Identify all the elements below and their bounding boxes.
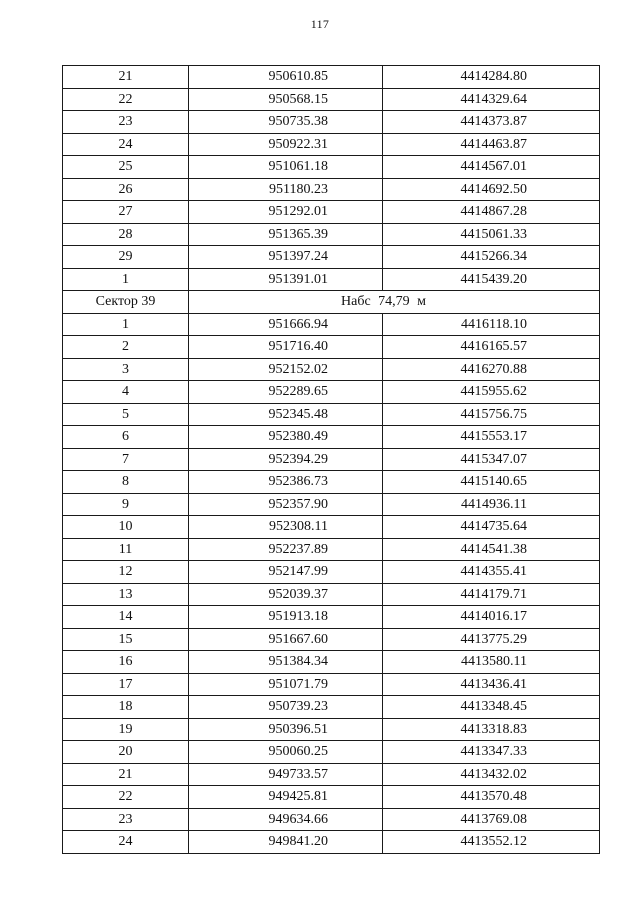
y-coordinate-cell: 4413318.83 [383, 718, 600, 741]
point-number-cell: 4 [63, 381, 189, 404]
table-row [63, 763, 600, 786]
table-row [63, 268, 600, 291]
x-coordinate-cell: 950922.31 [189, 133, 383, 156]
point-number-cell: 16 [63, 651, 189, 674]
point-number-cell: 6 [63, 426, 189, 449]
page-number: 117 [310, 17, 330, 31]
x-coordinate-cell: 952237.89 [189, 538, 383, 561]
point-number-cell: 18 [63, 696, 189, 719]
table-row [63, 88, 600, 111]
y-coordinate-cell: 4413348.45 [383, 696, 600, 719]
table-row [63, 66, 600, 89]
y-coordinate-cell: 4415140.65 [383, 471, 600, 494]
x-coordinate-cell: 952289.65 [189, 381, 383, 404]
table-row [63, 471, 600, 494]
table-row [63, 201, 600, 224]
table-row [63, 673, 600, 696]
y-coordinate-cell: 4413570.48 [383, 786, 600, 809]
point-number-cell: 8 [63, 471, 189, 494]
y-coordinate-cell: 4414016.17 [383, 606, 600, 629]
x-coordinate-cell: 950396.51 [189, 718, 383, 741]
x-coordinate-cell: 950735.38 [189, 111, 383, 134]
table-row [63, 403, 600, 426]
table-row [63, 696, 600, 719]
x-coordinate-cell: 952345.48 [189, 403, 383, 426]
x-coordinate-cell: 949634.66 [189, 808, 383, 831]
x-coordinate-cell: 951666.94 [189, 313, 383, 336]
y-coordinate-cell: 4415347.07 [383, 448, 600, 471]
table-row [63, 786, 600, 809]
x-coordinate-cell: 949425.81 [189, 786, 383, 809]
y-coordinate-cell: 4414463.87 [383, 133, 600, 156]
x-coordinate-cell: 951913.18 [189, 606, 383, 629]
point-number-cell: 26 [63, 178, 189, 201]
table-row [63, 516, 600, 539]
table-row [63, 831, 600, 854]
x-coordinate-cell: 949733.57 [189, 763, 383, 786]
y-coordinate-cell: 4414284.80 [383, 66, 600, 89]
point-number-cell: 12 [63, 561, 189, 584]
x-coordinate-cell: 950610.85 [189, 66, 383, 89]
x-coordinate-cell: 951391.01 [189, 268, 383, 291]
x-coordinate-cell: 950568.15 [189, 88, 383, 111]
point-number-cell: 3 [63, 358, 189, 381]
table-row [63, 651, 600, 674]
y-coordinate-cell: 4415553.17 [383, 426, 600, 449]
x-coordinate-cell: 951384.34 [189, 651, 383, 674]
x-coordinate-cell: 951397.24 [189, 246, 383, 269]
x-coordinate-cell: 952308.11 [189, 516, 383, 539]
table-row [63, 538, 600, 561]
y-coordinate-cell: 4413552.12 [383, 831, 600, 854]
point-number-cell: 7 [63, 448, 189, 471]
table-row [63, 583, 600, 606]
point-number-cell: 28 [63, 223, 189, 246]
y-coordinate-cell: 4414936.11 [383, 493, 600, 516]
y-coordinate-cell: 4413436.41 [383, 673, 600, 696]
x-coordinate-cell: 951365.39 [189, 223, 383, 246]
x-coordinate-cell: 951071.79 [189, 673, 383, 696]
point-number-cell: 19 [63, 718, 189, 741]
table-row [63, 313, 600, 336]
rows-before-group [63, 66, 600, 291]
x-coordinate-cell: 949841.20 [189, 831, 383, 854]
y-coordinate-cell: 4414541.38 [383, 538, 600, 561]
x-coordinate-cell: 951180.23 [189, 178, 383, 201]
y-coordinate-cell: 4413347.33 [383, 741, 600, 764]
x-coordinate-cell: 952380.49 [189, 426, 383, 449]
point-number-cell: 5 [63, 403, 189, 426]
table-row [63, 561, 600, 584]
y-coordinate-cell: 4415756.75 [383, 403, 600, 426]
y-coordinate-cell: 4416118.10 [383, 313, 600, 336]
point-number-cell: 15 [63, 628, 189, 651]
table-row [63, 606, 600, 629]
x-coordinate-cell: 951667.60 [189, 628, 383, 651]
point-number-cell: 29 [63, 246, 189, 269]
table-row [63, 246, 600, 269]
point-number-cell: 24 [63, 831, 189, 854]
x-coordinate-cell: 951716.40 [189, 336, 383, 359]
x-coordinate-cell: 952394.29 [189, 448, 383, 471]
table-row [63, 493, 600, 516]
point-number-cell: 13 [63, 583, 189, 606]
point-number-cell: 14 [63, 606, 189, 629]
table-row [63, 111, 600, 134]
y-coordinate-cell: 4414692.50 [383, 178, 600, 201]
x-coordinate-cell: 952386.73 [189, 471, 383, 494]
y-coordinate-cell: 4415266.34 [383, 246, 600, 269]
y-coordinate-cell: 4414329.64 [383, 88, 600, 111]
table-row [63, 156, 600, 179]
y-coordinate-cell: 4413432.02 [383, 763, 600, 786]
point-number-cell: 24 [63, 133, 189, 156]
y-coordinate-cell: 4414179.71 [383, 583, 600, 606]
point-number-cell: 2 [63, 336, 189, 359]
point-number-cell: 1 [63, 313, 189, 336]
table-row [63, 133, 600, 156]
y-coordinate-cell: 4415439.20 [383, 268, 600, 291]
y-coordinate-cell: 4413580.11 [383, 651, 600, 674]
point-number-cell: 11 [63, 538, 189, 561]
y-coordinate-cell: 4414867.28 [383, 201, 600, 224]
x-coordinate-cell: 950739.23 [189, 696, 383, 719]
table-row [63, 336, 600, 359]
y-coordinate-cell: 4415061.33 [383, 223, 600, 246]
coordinates-table [62, 65, 600, 854]
y-coordinate-cell: 4416165.57 [383, 336, 600, 359]
point-number-cell: 9 [63, 493, 189, 516]
point-number-cell: 22 [63, 786, 189, 809]
point-number-cell: 21 [63, 66, 189, 89]
point-number-cell: 27 [63, 201, 189, 224]
y-coordinate-cell: 4414355.41 [383, 561, 600, 584]
point-number-cell: 20 [63, 741, 189, 764]
point-number-cell: 23 [63, 111, 189, 134]
table-row [63, 426, 600, 449]
y-coordinate-cell: 4414567.01 [383, 156, 600, 179]
y-coordinate-cell: 4413769.08 [383, 808, 600, 831]
sector-header-group [63, 291, 600, 314]
sector-label: Сектор 39 [63, 291, 189, 314]
point-number-cell: 21 [63, 763, 189, 786]
sector-height-value: Набс 74,79 м [189, 291, 600, 314]
table-row [63, 178, 600, 201]
point-number-cell: 17 [63, 673, 189, 696]
x-coordinate-cell: 951292.01 [189, 201, 383, 224]
sector-header-row [63, 291, 600, 314]
table-row [63, 741, 600, 764]
table-row [63, 718, 600, 741]
y-coordinate-cell: 4414373.87 [383, 111, 600, 134]
point-number-cell: 23 [63, 808, 189, 831]
y-coordinate-cell: 4415955.62 [383, 381, 600, 404]
x-coordinate-cell: 952357.90 [189, 493, 383, 516]
table-row [63, 381, 600, 404]
table-row [63, 223, 600, 246]
table-row [63, 358, 600, 381]
point-number-cell: 22 [63, 88, 189, 111]
x-coordinate-cell: 950060.25 [189, 741, 383, 764]
y-coordinate-cell: 4416270.88 [383, 358, 600, 381]
x-coordinate-cell: 952147.99 [189, 561, 383, 584]
x-coordinate-cell: 951061.18 [189, 156, 383, 179]
point-number-cell: 1 [63, 268, 189, 291]
table-row [63, 808, 600, 831]
y-coordinate-cell: 4413775.29 [383, 628, 600, 651]
point-number-cell: 25 [63, 156, 189, 179]
table-row [63, 448, 600, 471]
table-row [63, 628, 600, 651]
x-coordinate-cell: 952039.37 [189, 583, 383, 606]
x-coordinate-cell: 952152.02 [189, 358, 383, 381]
rows-after-group [63, 313, 600, 853]
point-number-cell: 10 [63, 516, 189, 539]
y-coordinate-cell: 4414735.64 [383, 516, 600, 539]
